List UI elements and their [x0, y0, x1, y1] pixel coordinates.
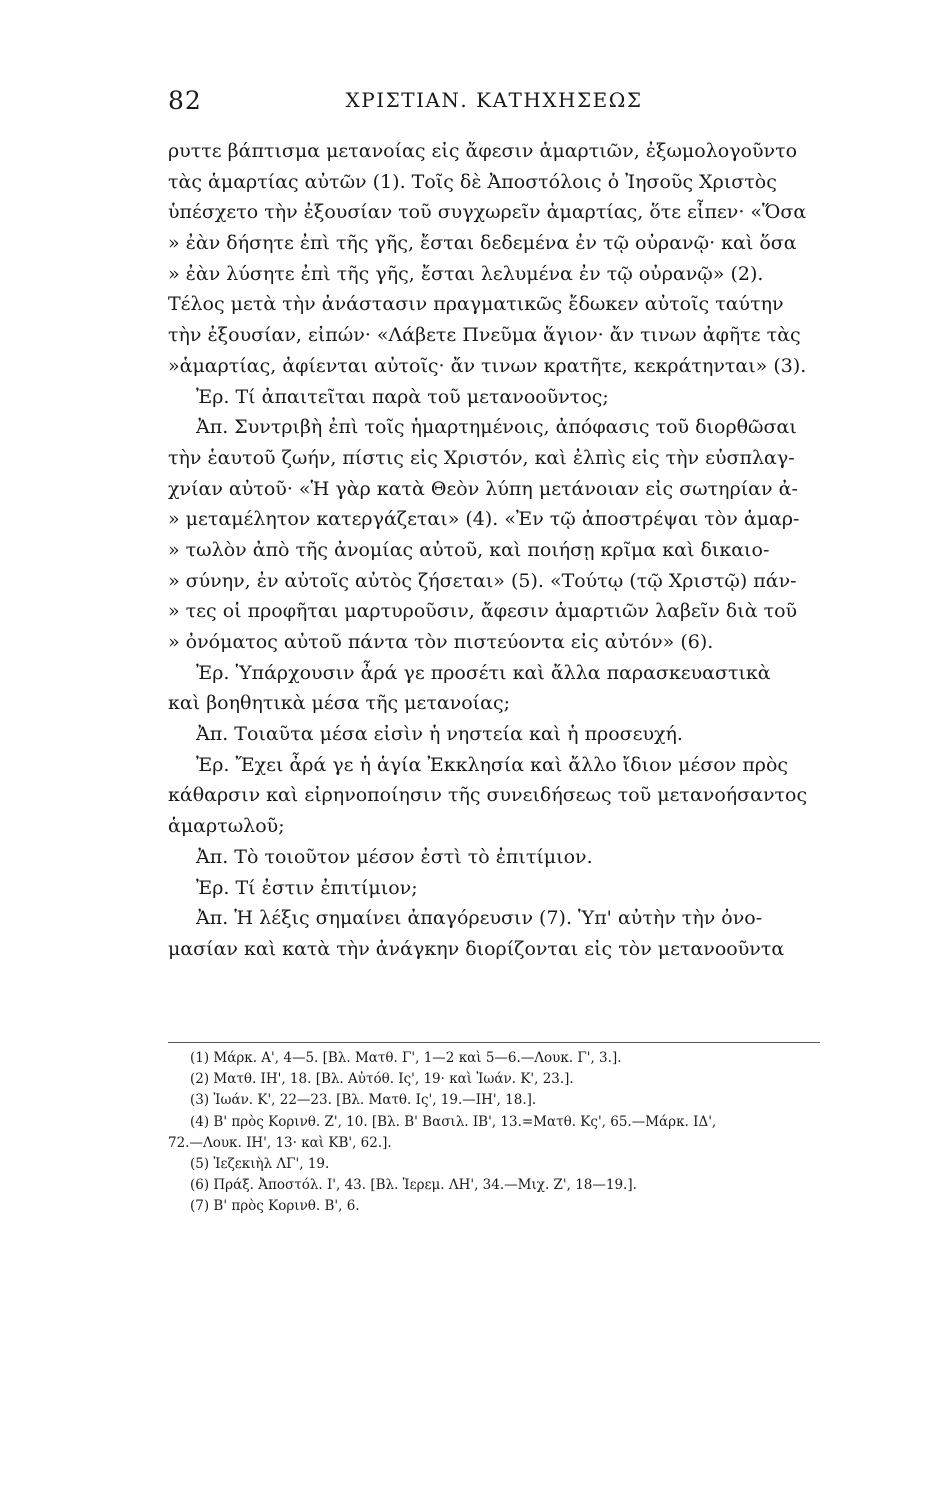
text-line: καὶ βοηθητικὰ μέσα τῆς μετανοίας; [168, 692, 510, 715]
footnote: (4) Β' πρὸς Κορινθ. Ζ', 10. [Βλ. Β' Βασιλ. ΙΒ', 13.=Ματθ. Κς', 65.—Μάρκ. ΙΔ', [190, 1113, 717, 1130]
footnote: (2) Ματθ. ΙΗ', 18. [Βλ. Αὐτόθ. Ις', 19· καὶ Ἰωάν. Κ', 23.]. [190, 1071, 574, 1088]
footnote: (5) Ἰεζεκιὴλ ΛΓ', 19. [190, 1155, 330, 1172]
footnote: (1) Μάρκ. Α', 4—5. [Βλ. Ματθ. Γ', 1—2 καὶ 5—6.—Λουκ. Γ', 3.]. [190, 1050, 622, 1066]
text-line: χνίαν αὐτοῦ· «Ἡ γὰρ κατὰ Θεὸν λύπη μετάνοιαν εἰς σωτηρίαν ἀ- [168, 477, 798, 500]
question-line: Ἐρ. Τί ἐστιν ἐπιτίμιον; [196, 876, 418, 899]
footnote-continuation: 72.—Λουκ. ΙΗ', 13· καὶ ΚΒ', 62.]. [168, 1134, 392, 1151]
text-line: ὑπέσχετο τὴν ἐξουσίαν τοῦ συγχωρεῖν ἁμαρτίας, ὅτε εἶπεν· «Ὅσα [168, 201, 807, 224]
text-line: τὰς ἁμαρτίας αὐτῶν (1). Τοῖς δὲ Ἀποστόλοις ὁ Ἰησοῦς Χριστὸς [168, 170, 777, 193]
text-line: » τες οἱ προφῆται μαρτυροῦσιν, ἄφεσιν ἁμαρτιῶν λαβεῖν διὰ τοῦ [168, 600, 798, 623]
text-line: κάθαρσιν καὶ εἰρηνοποίησιν τῆς συνειδήσεως τοῦ μετανοήσαντος [168, 784, 808, 807]
text-line: » ἐὰν λύσητε ἐπὶ τῆς γῆς, ἔσται λελυμένα ἐν τῷ οὐρανῷ» (2). [168, 262, 764, 285]
text-line: »ἁμαρτίας, ἀφίενται αὐτοῖς· ἄν τινων κρατῆτε, κεκράτηνται» (3). [168, 354, 807, 377]
text-line: τὴν ἐξουσίαν, εἰπών· «Λάβετε Πνεῦμα ἅγιον· ἄν τινων ἀφῆτε τὰς [168, 324, 801, 347]
question-line: Ἐρ. Ὑπάρχουσιν ἆρά γε προσέτι καὶ ἄλλα παρασκευαστικὰ [196, 661, 771, 684]
footnote: (6) Πράξ. Ἀποστόλ. Ι', 43. [Βλ. Ἱερεμ. ΛΗ', 34.—Μιχ. Ζ', 18—19.]. [190, 1177, 637, 1194]
text-line: ἁμαρτωλοῦ; [168, 815, 285, 838]
text-line: » ὀνόματος αὐτοῦ πάντα τὸν πιστεύοντα εἰς αὐτόν» (6). [168, 631, 714, 653]
page-header [168, 86, 820, 120]
footnote: (7) Β' πρὸς Κορινθ. Β', 6. [190, 1198, 360, 1215]
page-number: 82 [168, 86, 202, 115]
answer-line: Ἀπ. Ἡ λέξις σημαίνει ἀπαγόρευσιν (7). Ὑπ' αὐτὴν τὴν ὀνο- [196, 907, 763, 930]
footnote: (3) Ἰωάν. Κ', 22—23. [Βλ. Ματθ. Ις', 19.—ΙΗ', 18.]. [190, 1092, 537, 1109]
answer-line: Ἀπ. Τοιαῦτα μέσα εἰσὶν ἡ νηστεία καὶ ἡ προσευχή. [196, 723, 683, 746]
text-line: μασίαν καὶ κατὰ τὴν ἀνάγκην διορίζονται εἰς τὸν μετανοοῦντα [168, 937, 785, 960]
question-line: Ἐρ. Τί ἀπαιτεῖται παρὰ τοῦ μετανοοῦντος; [196, 385, 609, 408]
running-title: ΧΡΙΣΤΙΑΝ. ΚΑΤΗΧΗΣΕΩΣ [345, 88, 643, 112]
footnote-divider [168, 1042, 820, 1043]
text-line: » μεταμέλητον κατεργάζεται» (4). «Ἐν τῷ ἀποστρέψαι τὸν ἁμαρ- [168, 508, 800, 531]
question-line: Ἐρ. Ἔχει ἆρά γε ἡ ἁγία Ἐκκλησία καὶ ἄλλο ἴδιον μέσον πρὸς [196, 753, 789, 776]
text-line: » τωλὸν ἀπὸ τῆς ἀνομίας αὐτοῦ, καὶ ποιήσῃ κρῖμα καὶ δικαιο- [168, 538, 770, 561]
text-line: ρυττε βάπτισμα μετανοίας εἰς ἄφεσιν ἁμαρτιῶν, ἐξωμολογοῦντο [168, 140, 798, 162]
answer-line: Ἀπ. Τὸ τοιοῦτον μέσον ἐστὶ τὸ ἐπιτίμιον. [196, 845, 593, 868]
body-text [168, 136, 820, 965]
answer-line: Ἀπ. Συντριβὴ ἐπὶ τοῖς ἡμαρτημένοις, ἀπόφασις τοῦ διορθῶσαι [196, 416, 797, 439]
text-line: » σύνην, ἐν αὐτοῖς αὐτὸς ζήσεται» (5). «Τούτῳ (τῷ Χριστῷ) πάν- [168, 569, 797, 592]
footnotes [168, 1048, 820, 1218]
text-line: Τέλος μετὰ τὴν ἀνάστασιν πραγματικῶς ἔδωκεν αὐτοῖς ταύτην [168, 293, 784, 316]
text-line: » ἐὰν δήσητε ἐπὶ τῆς γῆς, ἔσται δεδεμένα ἐν τῷ οὐρανῷ· καὶ ὅσα [168, 232, 797, 255]
text-line: τὴν ἑαυτοῦ ζωήν, πίστις εἰς Χριστόν, καὶ ἐλπὶς εἰς τὴν εὐσπλαγ- [168, 446, 795, 469]
